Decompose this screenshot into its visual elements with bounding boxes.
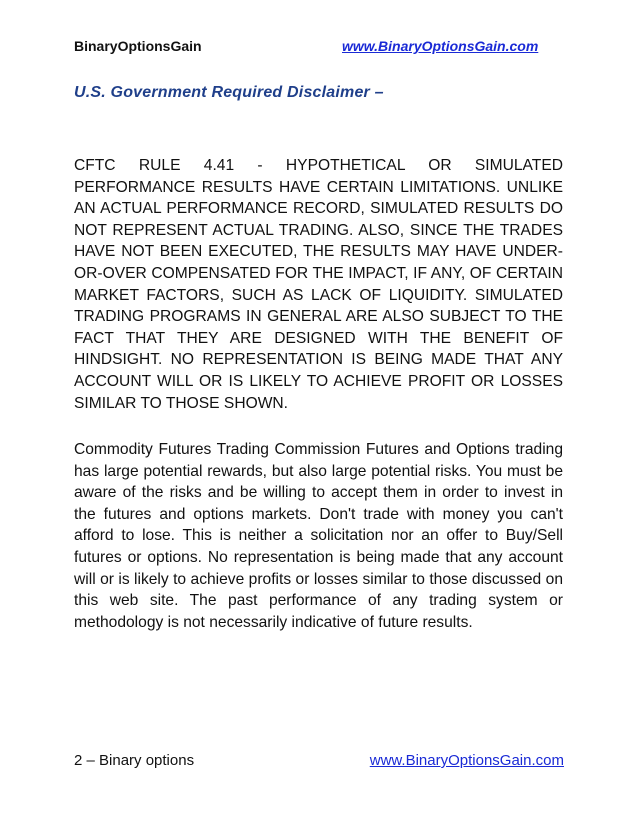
header-site-link[interactable]: www.BinaryOptionsGain.com <box>342 38 539 54</box>
risk-disclosure-paragraph: Commodity Futures Trading Commission Futures and Options trading has large potential rewards, but also large potential risks. You must be aware of the risks and be willing to accept them in order to invest in the futures and options markets. Don't trade with money you can't afford to lose. This is neither a solicitation nor an offer to Buy/Sell futures or options. No representation is being made that any account will or is likely to achieve profits or losses similar to those discussed on this web site. The past performance of any trading system or methodology is not necessarily indicative of future results. <box>74 441 563 631</box>
footer-site-link[interactable]: www.BinaryOptionsGain.com <box>369 752 564 769</box>
page-footer <box>74 752 564 774</box>
page-header <box>74 38 564 60</box>
header-brand: BinaryOptionsGain <box>74 38 202 54</box>
disclaimer-title: U.S. Government Required Disclaimer – <box>74 84 384 101</box>
footer-page-label: 2 – Binary options <box>74 752 195 769</box>
cftc-rule-paragraph: CFTC RULE 4.41 - HYPOTHETICAL OR SIMULATED PERFORMANCE RESULTS HAVE CERTAIN LIMITATIONS. UNLIKE AN ACTUAL PERFORMANCE RECORD, SIMULATED RESULTS DO NOT REPRESENT ACTUAL TRADING. ALSO, SINCE THE TRADES HAVE NOT BEEN EXECUTED, THE RESULTS MAY HAVE UNDER-OR-OVER COMPENSATED FOR THE IMPACT, IF ANY, OF CERTAIN MARKET FACTORS, SUCH AS LACK OF LIQUIDITY. SIMULATED TRADING PROGRAMS IN GENERAL ARE ALSO SUBJECT TO THE FACT THAT THEY ARE DESIGNED WITH THE BENEFIT OF HINDSIGHT. NO REPRESENTATION IS BEING MADE THAT ANY ACCOUNT WILL OR IS LIKELY TO ACHIEVE PROFIT OR LOSSES SIMILAR TO THOSE SHOWN. <box>74 157 563 412</box>
